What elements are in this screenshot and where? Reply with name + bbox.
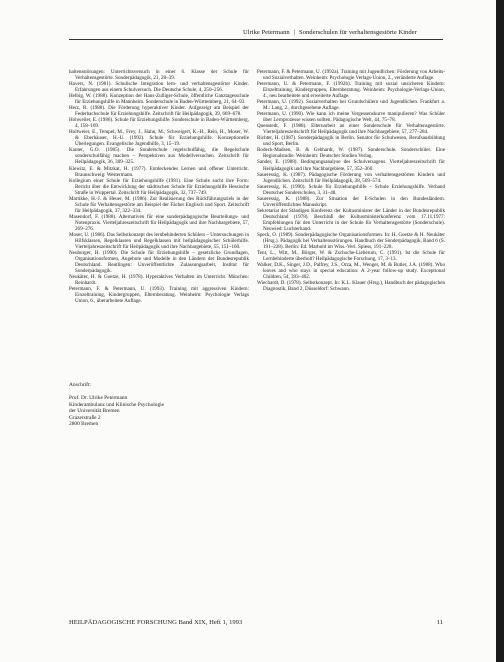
reference-entry: Petermann, F. & Petermann, U. (1993). Training mit aggressiven Kindern: Einzeltraining, Kindergruppen, Elternberatung. Weinheim: Psychologie Verlags Union, 6., überarbeitete Auflage. <box>69 286 249 305</box>
reference-entry: Moser, U. (1986). Das Selbstkonzept des lernbehinderten Schülers – Untersuchungen in Hilfsklassen, Regelklassen und Regelklassen mit heilpädagogischer Schülerhilfe. Vierteljahreszeitschrift für Heilpädagogik und ihre Nachbargebiete, 55, 151–160. <box>69 231 249 250</box>
reference-entry: Hohweiler, E. (1986). Schule für Erziehungshilfe. Sonderschule in Baden-Württemberg, 4, 158–169. <box>69 117 249 130</box>
header-rule <box>69 39 443 40</box>
reference-entry: Kanter, G.O. (1985). Die Sonderschule regelschulfähig, die Regelschule sonderschulfähig machen – Perspektiven aus Modellversuchen. Zeitschrift für Heilpädagogik, 36, 309–325. <box>69 147 249 166</box>
reference-entry: Saueressig, K. (1988). Zur Situation der E-Schulen in den Bundesländern. Unveröffentlichtes Manuskript. <box>257 195 445 208</box>
reference-entry: Martikke, H.-J. & Heuer, M. (1986). Zur Realisierung des Rückführungsziels in der Schule für Verhaltensgestörte am Beispiel der Fächer Englisch und Sport. Zeitschrift für Heilpädagogik, 37, 322–334. <box>69 195 249 214</box>
reference-entry: Sander, E. (1988). Bedingungsanalyse des Schulversagens. Vierteljahreszeitschrift für Heilpädagogik und ihre Nachbargebiete, 57, 352–360. <box>257 159 445 172</box>
reference-entry: Petermann, U. (1992). Sozialverhalten bei Grundschülern und Jugendlichen. Frankfurt a. M.: Lang, 2., durchgesehene Auflage. <box>257 99 445 112</box>
reference-entry: Rodeck-Madsen, B. & Gebhardt, W. (1987). Sonderschule. Sonderschüler. Eine Regionalstudie. Weinheim: Deutscher Studien Verlag. <box>257 147 445 160</box>
reference-entry: Richter, H. (1987). Sonderpädagogik in Berlin. Senator für Schulwesen, Berufsausbildung und Sport, Berlin. <box>257 135 445 148</box>
reference-entry: Helbig, W. (1988). Konzeption der Hans-Zulliger-Schule, öffentliche Ganztagesschule für Erziehungshilfe in Mannheim. Sonderschule in Baden-Württemberg, 21, 64–93. <box>69 93 249 106</box>
reference-entry: Sekretariat der Ständigen Konferenz der Kultusminister der Länder in der Bundesrepublik Deutschland (1978). Beschluß der Kultusministerkonferenz vom 17.11.1977: Empfehlungen für den Unterricht in der Schule für Verhaltensgestörte (Sonderschule). Neuwied: Luchterhand. <box>257 207 445 232</box>
page-footer <box>69 619 443 626</box>
address-line: Kinderambulanz und Klinische Psychologie <box>69 401 165 408</box>
journal-citation: HEILPÄDAGOGISCHE FORSCHUNG Band XIX, Heft 1, 1993 <box>69 619 243 626</box>
running-header <box>243 29 417 36</box>
address-line: Prof. Dr. Ulrike Petermann <box>69 395 128 401</box>
reference-entry: Speck, O. (1989). Sonderpädagogische Organisationsformen. In: H. Goetze & H. Neukäter (Hrsg.). Pädagogik bei Verhaltensstörungen. Handbuch der Sonderpädagogik, Band 6 (S. 191–228). Berlin: Ed. Marhold im Wiss.-Verl. Spiess, 191–228. <box>257 231 445 250</box>
reference-entry: Tent, L., Witt, M., Bürger, W. & Zschoche-Lieberum, C. (1991). Ist die Schule für Lernbehinderte überholt? Heilpädagogische Forschung, 17, 3–13. <box>257 249 445 262</box>
reference-entry: Havers, N. (1981). Schulische Integration lern- und verhaltensgestörter Kinder. Erfahrungen aus einem Schulversuch. Die Deutsche Schule, 4, 250–256. <box>69 81 249 94</box>
reference-entry: Petermann, F. & Petermann, U. (1992a). Training mit Jugendlichen: Förderung von Arbeits- und Sozialverhalten. Weinheim: Psychologie Verlags-Union, 2., veränderte Auflage. <box>257 69 445 82</box>
reference-entry: Saueressig, K. (1990). Schule für Erziehungshilfe – Schule Erziehungshilfe. Verband Deutscher Sonderschulen, 3, 31–48. <box>257 183 445 196</box>
header-author: Ulrike Petermann <box>243 29 290 36</box>
reference-entry: Klewitz, E. & Mitzkat, H. (1977). Entdeckendes Lernen und offener Unterricht. Braunschweig: Westermann. <box>69 165 249 178</box>
reference-entry: Petermann, U. & Petermann, F. (1992b). Training mit sozial unsicheren Kindern: Einzeltraining, Kindergruppen, Elternberatung. Weinheim: Psychologie-Verlags-Union, 4., neu bearbeitete und erweiterte Auflage. <box>257 81 445 100</box>
header-separator: | <box>293 29 296 36</box>
reference-entry: Petermann, U. (1990). Wie kann ich meine Vergessenskurve manipulieren? Was Schüler über Lernprozesse wissen sollten. Pädagogische Welt, 44, 75–78. <box>257 111 445 124</box>
address-line: der Universität Bremen <box>69 408 120 414</box>
references-right-column <box>257 69 445 292</box>
reference-entry: Walker, D.K., Singer, J.D., Palfrey, J.S., Orza, M., Wenger, M. & Butler, J.A. (1988). Who leaves and who stays in special education: A 2-year follow-up study. Exceptional Children, 54, 393–402. <box>257 262 445 281</box>
author-address <box>69 382 164 428</box>
reference-entry: Kollegium einer Schule für Erziehungshilfe (1981). Eine Schule sucht ihre Form: Bericht über die Entwicklung der städtischen Schule für Erziehungshilfe Hessische Straße in Wuppertal. Zeitschrift für Heilpädagogik, 32, 737–749. <box>69 177 249 196</box>
reference-entry: Herz, R. (1988). Die Förderung hyperaktiver Kinder. Aufgezeigt am Beispiel der Federbachschule für Erziehungshilfe. Zeitschrift für Heilpädagogik, 39, 669–678. <box>69 105 249 118</box>
reference-entry: Masendorf, F. (1988). Alternativen für eine sonderpädagogische Beurteilungs- und Notenpraxis. Vierteljahreszeitschrift für Heilpädagogik und ihre Nachbargebiete, 57, 269–276. <box>69 213 249 232</box>
page-number: 11 <box>436 619 443 626</box>
header-title: Sonderschulen für verhaltensgestörte Kinder <box>299 29 417 36</box>
address-line: Grazerstraße 2 <box>69 414 101 421</box>
address-label: Anschrift: <box>69 382 91 388</box>
reference-entry: Neuburger, H. (1990). Die Schule für Erziehungshilfe – gesetzliche Grundlagen, Organisationsformen, Angebote und Modelle in den Ländern der Bundesrepublik Deutschland. Reutlingen: Unveröffentlichte Zulassungsarbeit, Institut für Sonderpädagogik. <box>69 249 249 275</box>
reference-entry: Saueressig, K. (1987). Pädagogische Förderung von verhaltensgestörten Kindern und Jugendlichen. Zeitschrift für Heilpädagogik, 38, 569–574. <box>257 171 445 184</box>
reference-entry: Wiechardt, D. (1978). Selbstkonzept. In: K.L. Klauer (Hrsg.), Handbuch der pädagogischen Diagnostik, Band 2, Düsseldorf: Schwann. <box>257 280 445 293</box>
references-left-column <box>69 69 249 304</box>
reference-entry: Quenstedt, F. (1988). Elternarbeit an einer Sonderschule für Verhaltensgestörte. Vierteljahreszeitschrift für Heilpädagogik und ihre Nachbargebiete, 57, 277–284. <box>257 123 445 136</box>
address-line: 2800 Bremen <box>69 421 99 427</box>
reference-entry: haltensstörungen: Unterrichtsversuch in einer 6. Klasse der Schule für Verhaltensgestörte. Sonderpädagogik, 21, 28–39. <box>69 69 249 82</box>
reference-entry: Neukäter, H. & Goetze, H. (1978). Hyperaktives Verhalten im Unterricht. München: Reinhardt. <box>69 274 249 287</box>
reference-entry: Holtweier, E., Tempel, M., Frey, J., Hahn, M., Schweigert, K.-H., Rein, H., Moser, W. & Eberhäuser, H.-U. (1992). Schule für Erziehungshilfe. Konzeptionelle Überlegungen. Evangelische Jugendhilfe, 3, 15–19. <box>69 129 249 148</box>
